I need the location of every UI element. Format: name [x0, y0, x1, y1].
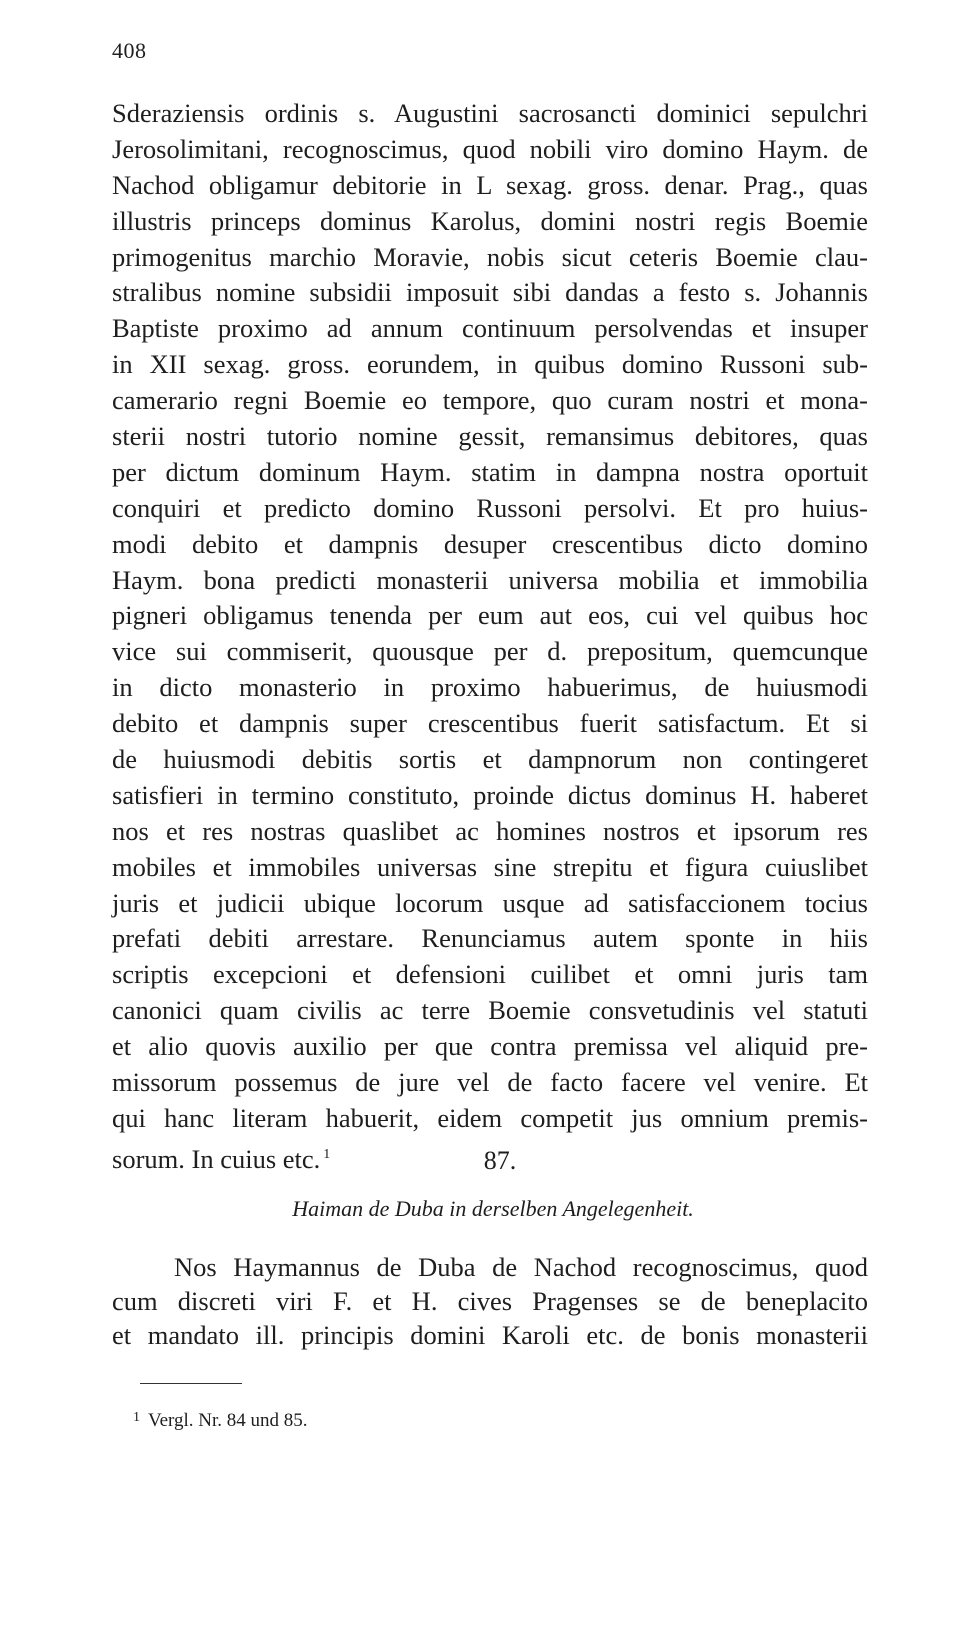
footnote [133, 1410, 308, 1432]
text-line: primogenitus marchio Moravie, nobis sicut ceteris Boemie clau- [112, 241, 868, 272]
text-line: de huiusmodi debitis sortis et dampnorum non contingeret [112, 744, 868, 775]
text-line-first [112, 1250, 868, 1284]
text-line: Nachod obligamur debitorie in L sexag. gross. denar. Prag., quas [112, 169, 868, 200]
text-line: qui hanc literam habuerit, eidem competit jus omnium premis- [112, 1102, 868, 1133]
text-line: illustris princeps dominus Karolus, domini nostri regis Boemie [112, 205, 868, 236]
text-line: cum discreti viri F. et H. cives Pragenses se de beneplacito [112, 1286, 868, 1316]
text-line: scriptis excepcioni et defensioni cuilibet et omni juris tam [112, 959, 868, 990]
text-line: Baptiste proximo ad annum continuum persolvendas et insuper [112, 313, 868, 344]
document-number: 87. [483, 1146, 517, 1175]
document-heading: Haiman de Duba in derselben Angelegenheit. [292, 1196, 694, 1221]
footnote-number: 1 [133, 1410, 140, 1425]
document-body [112, 96, 868, 1173]
footnote-divider [140, 1383, 242, 1384]
footnote-marker: 1 [323, 1146, 331, 1162]
text-line: satisfieri in termino constituto, proinde dictus dominus H. haberet [112, 779, 868, 810]
text-line: missorum possemus de jure vel de facto facere vel venire. Et [112, 1067, 868, 1098]
document-second-body [112, 1250, 868, 1352]
text-line: per dictum dominum Haym. statim in dampna nostra oportuit [112, 456, 868, 487]
text-line: Sderaziensis ordinis s. Augustini sacrosancti dominici sepulchri [112, 98, 868, 128]
text-line: in dicto monasterio in proximo habuerimus, de huiusmodi [112, 672, 868, 703]
text-line-content: sorum. In cuius etc. [112, 1143, 321, 1174]
text-line: modi debito et dampnis desuper crescentibus dicto domino [112, 528, 868, 559]
text-line: et alio quovis auxilio per que contra premissa vel aliquid pre- [112, 1031, 868, 1062]
text-line: canonici quam civilis ac terre Boemie consvetudinis vel statuti [112, 995, 868, 1026]
text-line: prefati debiti arrestare. Renunciamus autem sponte in hiis [112, 923, 868, 954]
text-line: mobiles et immobiles universas sine strepitu et figura cuiuslibet [112, 851, 868, 882]
text-line: nos et res nostras quaslibet ac homines nostros et ipsorum res [112, 815, 868, 846]
text-line: stralibus nomine subsidii imposuit sibi dandas a festo s. Johannis [112, 277, 868, 308]
page-number: 408 [112, 38, 147, 63]
text-line: in XII sexag. gross. eorundem, in quibus domino Russoni sub- [112, 349, 868, 380]
text-line: sterii nostri tutorio nomine gessit, remansimus debitores, quas [112, 421, 868, 452]
text-line: juris et judicii ubique locorum usque ad satisfaccionem tocius [112, 887, 868, 918]
text-line: conquiri et predicto domino Russoni persolvi. Et pro huius- [112, 492, 868, 523]
text-line: Haym. bona predicti monasterii universa mobilia et immobilia [112, 564, 868, 595]
text-line: et mandato ill. principis domini Karoli etc. de bonis monasterii [112, 1320, 868, 1350]
text-line: vice sui commiserit, quousque per d. prepositum, quemcunque [112, 636, 868, 667]
text-line: camerario regni Boemie eo tempore, quo curam nostri et mona- [112, 385, 868, 416]
text-line-content: Nos Haymannus de Duba de Nachod recognoscimus, quod [174, 1252, 868, 1282]
footnote-text: Vergl. Nr. 84 und 85. [148, 1410, 308, 1431]
text-line: pigneri obligamus tenenda per eum aut eos, cui vel quibus hoc [112, 600, 868, 631]
text-line: Jerosolimitani, recognoscimus, quod nobili viro domino Haym. de [112, 133, 868, 164]
text-line: debito et dampnis super crescentibus fuerit satisfactum. Et si [112, 708, 868, 739]
